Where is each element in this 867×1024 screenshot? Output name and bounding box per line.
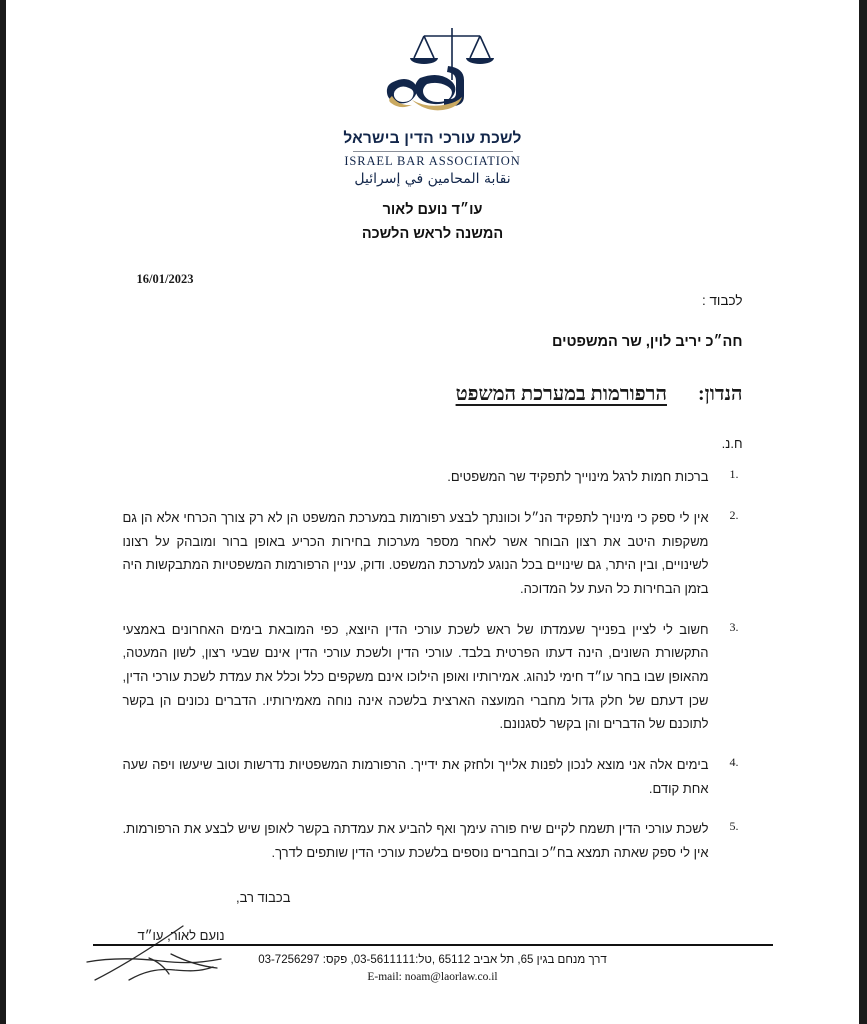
- footer-divider: [93, 944, 773, 946]
- paragraph-item: [123, 753, 743, 800]
- sender-name: עו״ד נועם לאור: [382, 202, 483, 219]
- paragraph-text: חשוב לי לציין בפנייך שעמדתו של ראש לשכת עורכי הדין היוצא, כפי המובאת בימים האחרונים באמצעי התקשורת השונים, הינה דעתו הפרטית בלבד. עורכי הדין ולשכת עורכי הדין אינם שבעי רצון, לשון המעטה, מהאופן שבו בחר עו״ד חימי לנהוג. אמירותיו ואופן הילוכו אינם משקפים כלל וכלל את עמדת לשכת עורכי הדין, שכן דעתם של חלק גדול מחברי המועצה הארצית בלשכה אינה נוחה מאמירותיו. הדברים נכונים הן בקשר לתוכנם של הדברים והן בקשר לסגנונם.: [122, 621, 709, 732]
- org-name-arabic: نقابة المحامين في إسرائيل: [354, 171, 511, 188]
- letterhead: [6, 22, 859, 244]
- salutation: ח.נ.: [721, 436, 743, 452]
- paragraph-item: [123, 465, 743, 489]
- paragraph-number: 5.: [729, 819, 739, 834]
- addressee-block: [123, 272, 743, 353]
- paragraph-number: 2.: [729, 507, 739, 522]
- letter-page: [6, 0, 859, 1024]
- paragraph-text: בימים אלה אני מוצא לנכון לפנות אלייך ולחזק את ידייך. הרפורמות המשפטיות נדרשות וטוב שיעשו ויפה שעה אחת קודם.: [122, 756, 709, 796]
- paragraph-item: [123, 618, 743, 736]
- recipient-name: חה״כ יריב לוין, שר המשפטים: [551, 333, 743, 350]
- paragraph-number: 3.: [729, 619, 739, 634]
- paragraph-text: אין לי ספק כי מינויך לתפקיד הנ״ל וכוונתך לבצע רפורמות במערכת המשפט הן לא רק צורך הכרחי אלא הן גם משקפות היטב את רצון הבוחר אשר לאחר מספר מערכות בחירות הכריע באופן ברור ומובהק על רצונו לשינויים, ובין היתר, גם שינויים בכל הנוגע למערכת המשפט. ודוק, עניין הרפורמות המשפטיות המתבקשות היה בזמן הבחירות כל העת על המדוכה.: [122, 509, 709, 596]
- footer-email-label: E-mail:: [367, 971, 402, 984]
- signer-name: נועם לאור, עו״ד: [137, 928, 225, 944]
- sender-role: המשנה לראש הלשכה: [361, 226, 504, 243]
- subject-value: הרפורמות במערכת המשפט: [455, 383, 667, 406]
- paragraph-item: [123, 817, 743, 864]
- paragraph-text: ברכות חמות לרגל מינוייך לתפקיד שר המשפטים.: [447, 469, 709, 485]
- page-footer: [6, 944, 859, 986]
- paragraph-number: 4.: [729, 754, 739, 769]
- paragraph-item: [123, 506, 743, 601]
- paragraph-text: לשכת עורכי הדין תשמח לקיים שיח פורה עימך ואף להביע את עמדתה בקשר לאופן שיש לבצע את הרפורמות. אין לי ספק שאתה תמצא בח״כ ובחברים נוספים בלשכת עורכי הדין שותפים לדרך.: [122, 821, 709, 860]
- israel-bar-association-logo-icon: [348, 22, 518, 127]
- letterhead-divider: [353, 151, 513, 152]
- org-name-english: ISRAEL BAR ASSOCIATION: [344, 154, 521, 169]
- subject-label: הנדון:: [697, 383, 743, 406]
- subject-line: [123, 383, 743, 406]
- paragraph-number: 1.: [729, 467, 739, 482]
- paragraph-list: [123, 465, 743, 864]
- letter-date: 16/01/2023: [136, 271, 194, 286]
- footer-email-value[interactable]: noam@laorlaw.co.il: [404, 971, 498, 984]
- to-label: לכבוד :: [701, 292, 743, 308]
- footer-address: דרך מנחם בגין 65, תל אביב 65112 ,טל:03-5611111, פקס: 03-7256297: [258, 953, 607, 966]
- letter-body: [123, 272, 743, 987]
- footer-email: [6, 969, 859, 986]
- org-name-hebrew: לשכת עורכי הדין בישראל: [343, 130, 522, 147]
- closing-salutation: בכבוד רב,: [235, 890, 291, 906]
